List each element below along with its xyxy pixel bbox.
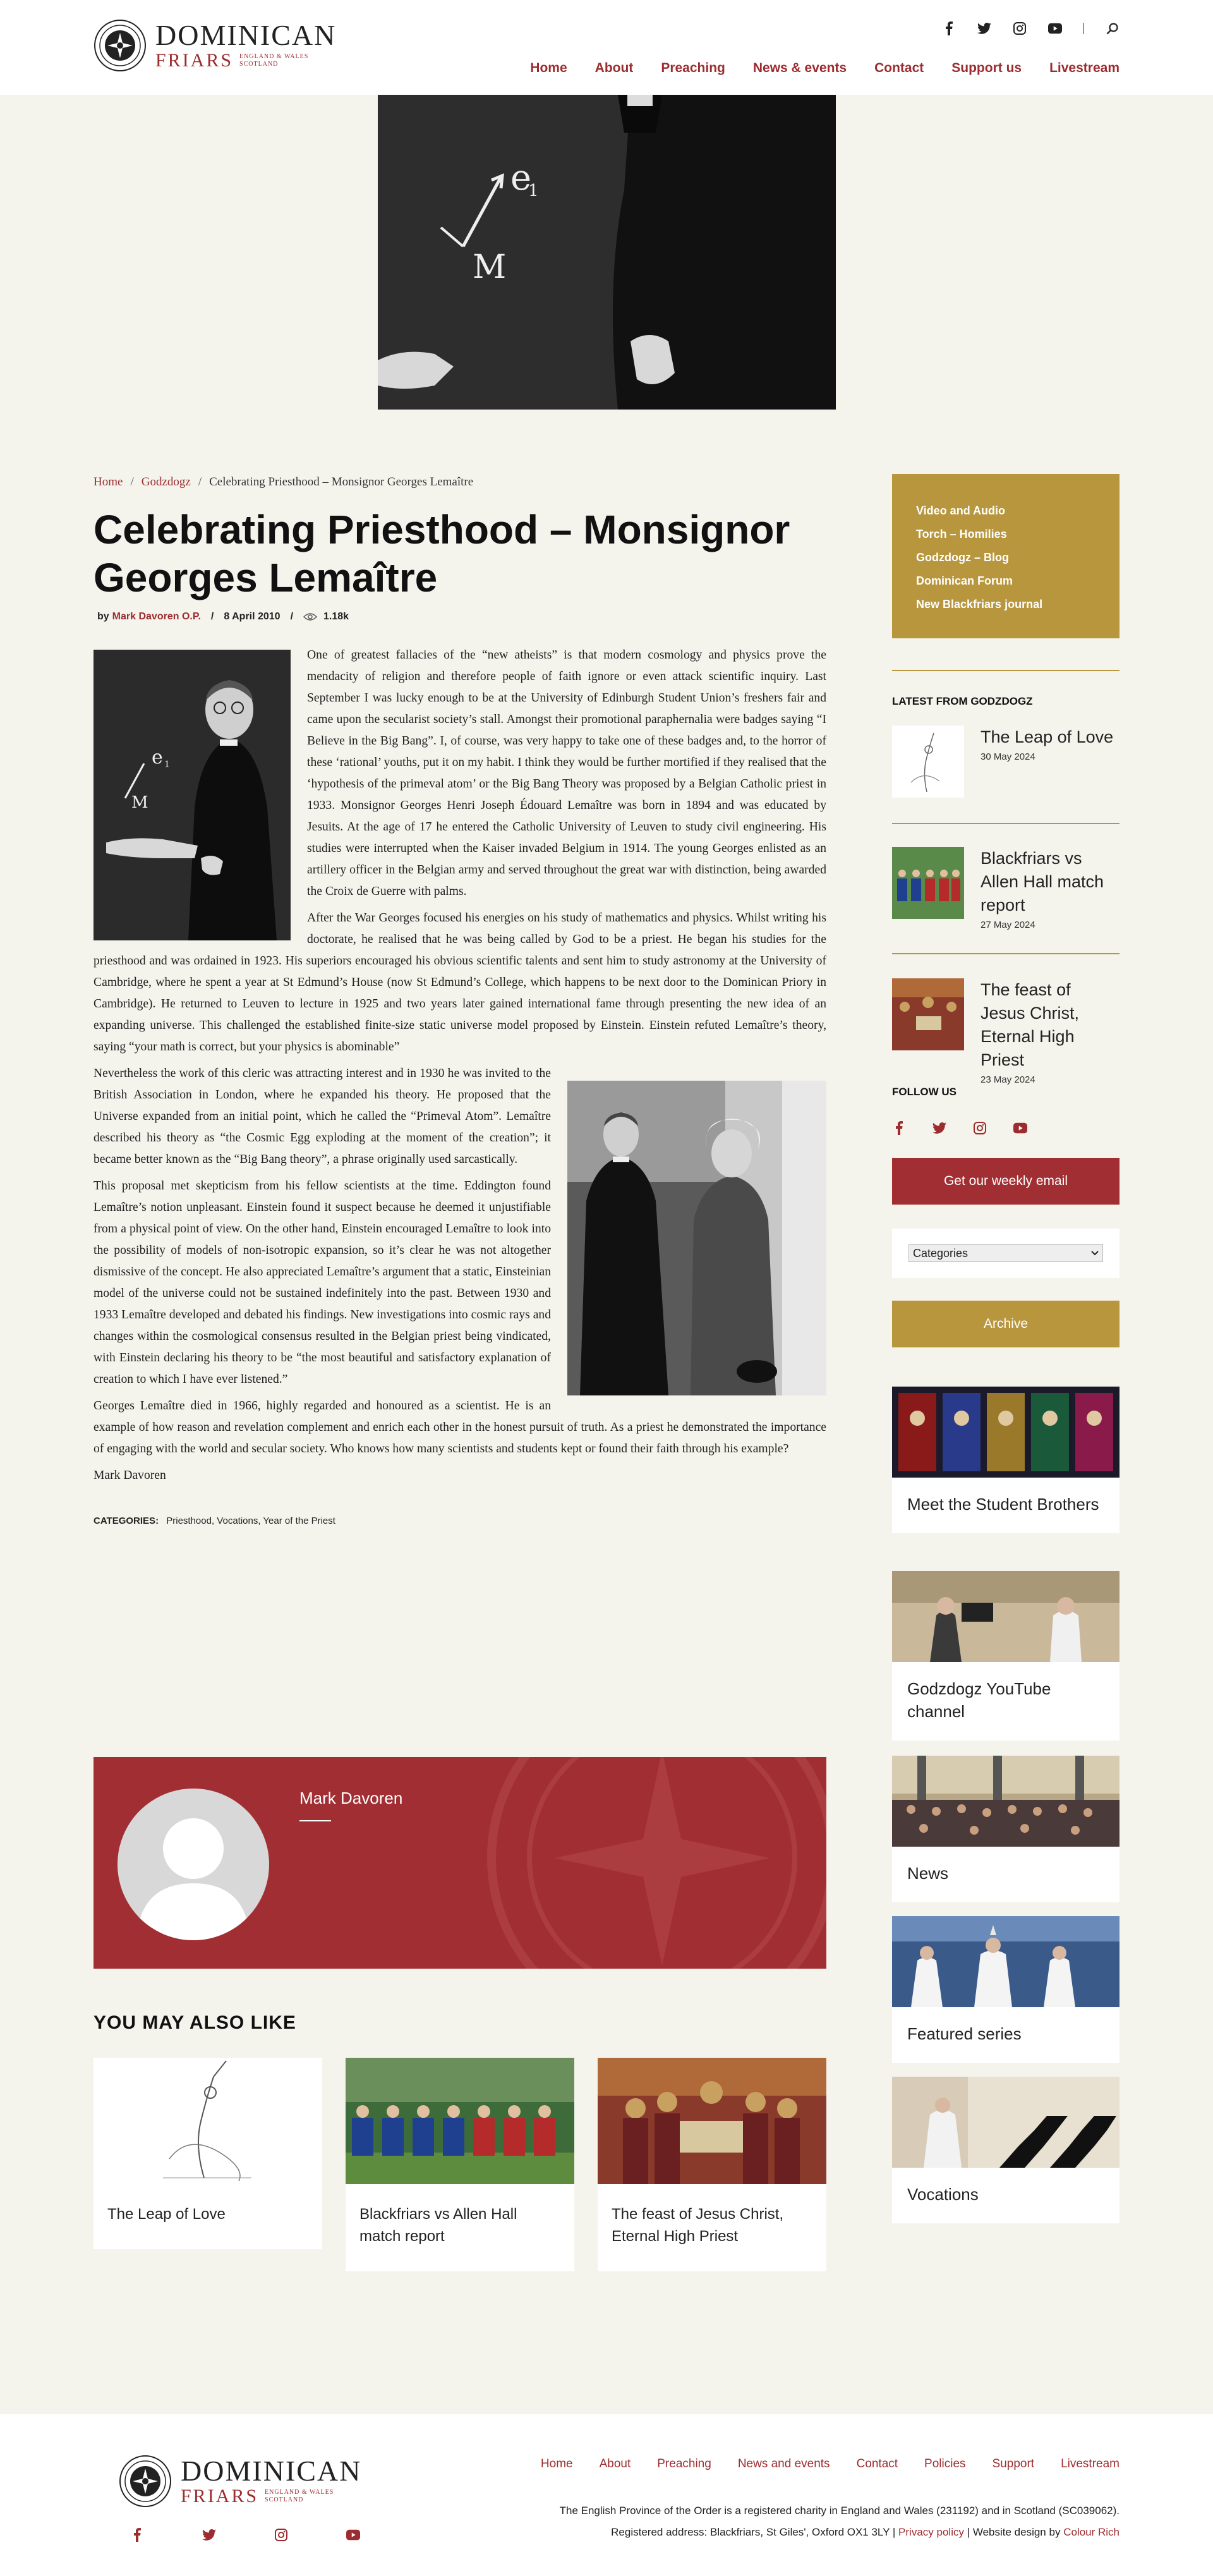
footer-logo-region-2: SCOTLAND	[265, 2496, 304, 2503]
logo-title: DOMINICAN	[155, 19, 337, 51]
header-social	[942, 21, 1119, 35]
breadcrumb-home[interactable]: Home	[94, 475, 123, 489]
chevron-down-icon	[1091, 1251, 1099, 1256]
related-title: The Leap of Love	[107, 2206, 226, 2223]
related-title: The feast of Jesus Christ, Eternal High Priest	[612, 2206, 784, 2245]
svg-text:e: e	[152, 746, 163, 769]
svg-text:1: 1	[164, 760, 170, 770]
related-card[interactable]	[598, 2058, 826, 2271]
promo-image-chapel-floor	[892, 2077, 1119, 2168]
related-image-leap-of-love	[94, 2058, 322, 2184]
promo-card[interactable]	[892, 1571, 1119, 1741]
logo-region-2: SCOTLAND	[239, 61, 279, 68]
author-divider	[299, 1820, 331, 1821]
footer-nav	[541, 2457, 1119, 2471]
facebook-icon[interactable]	[130, 2528, 144, 2542]
main-nav	[530, 61, 1119, 76]
latest-date: 23 May 2024	[981, 1074, 1035, 1085]
logo-subtitle: FRIARS	[155, 50, 234, 71]
latest-date: 27 May 2024	[981, 920, 1035, 930]
footer-nav-news-events[interactable]: News and events	[737, 2457, 830, 2470]
related-card[interactable]	[346, 2058, 574, 2271]
post-author-link[interactable]: Mark Davoren O.P.	[112, 611, 201, 622]
article-paragraph-4: This proposal met skepticism from his fellow scientists at the time. Eddington found Lemaître’s notion unpleasant. Einstein found it suspect because he deemed it unjustifiable from a physical point of view. On the other hand, Einstein encouraged Lemaître to look into the possibility of models of non-isotropic expansion, so it’s clear he was not altogether dismissive of the concept. He also appreciated Lemaître’s argument that a static, Einsteinian model of the universe could not be sustained indefinitely into the past. Between 1930 and 1933 Lemaître developed and debated his findings. New investigations into cosmic rays and changes within the cosmological consensus resulted in the Belgian priest being vindicated, with Einstein declaring his theory to be “the most beautiful and satisfactory explanation of creation to which I have ever listened.”	[94, 1179, 551, 1386]
latest-title: The feast of Jesus Christ, Eternal High Priest	[981, 980, 1080, 1069]
instagram-icon[interactable]	[973, 1121, 987, 1135]
post-by: by	[97, 611, 109, 622]
search-icon[interactable]	[1106, 21, 1119, 35]
twitter-icon[interactable]	[977, 21, 991, 35]
footer-nav-support[interactable]: Support	[992, 2457, 1035, 2470]
header-divider	[1083, 23, 1084, 34]
promo-card[interactable]	[892, 1387, 1119, 1533]
latest-thumb-leap-of-love	[892, 726, 964, 798]
promo-card[interactable]	[892, 1916, 1119, 2063]
categories-label: CATEGORIES:	[94, 1516, 159, 1526]
article-body	[94, 645, 826, 1532]
footer-nav-policies[interactable]: Policies	[924, 2457, 966, 2470]
category-link-vocations[interactable]: Vocations	[217, 1516, 258, 1526]
latest-title: The Leap of Love	[981, 727, 1114, 746]
archive-button[interactable]: Archive	[892, 1301, 1119, 1347]
nav-support-us[interactable]: Support us	[951, 61, 1022, 75]
youtube-icon[interactable]	[1013, 1121, 1027, 1135]
lemaitre-einstein-photo	[567, 1081, 826, 1395]
latest-item[interactable]	[892, 978, 1119, 1085]
nav-contact[interactable]: Contact	[874, 61, 924, 75]
promo-image-congregation	[892, 1756, 1119, 1847]
post-date: 8 April 2010	[224, 611, 281, 622]
sidebar-item-godzdogz[interactable]: Godzdogz – Blog	[916, 551, 1009, 564]
instagram-icon[interactable]	[274, 2528, 288, 2542]
article-paragraph-3: Nevertheless the work of this cleric was attracting interest and in 1930 he was invited to the British Association in London, where he expanded his theory. He proposed that the Universe expanded from an initial point, which he called the “Primeval Atom”. Lemaître described his theory as “the Cosmic Egg exploding at the moment of the creation”; it became better known as the “Big Bang theory”, a phrase originally used sarcastically.	[94, 1067, 551, 1166]
footer-nav-contact[interactable]: Contact	[856, 2457, 898, 2470]
newsletter-button[interactable]: Get our weekly email	[892, 1158, 1119, 1205]
article-signoff: Mark Davoren	[94, 1469, 166, 1482]
instagram-icon[interactable]	[1013, 21, 1027, 35]
footer-logo-region-1: ENGLAND & WALES	[265, 2489, 334, 2496]
sidebar-item-video-audio[interactable]: Video and Audio	[916, 504, 1006, 517]
article-paragraph-5: Georges Lemaître died in 1966, highly regarded and honoured as a scientist. He is an example of how reason and revelation complement and enrich each other in the honest pursuit of truth. As a priest he demonstrated the importance of engaging with the world and secular society. Who knows how many scientists and students kept or found their faith through his example?	[94, 1399, 826, 1455]
facebook-icon[interactable]	[892, 1121, 906, 1135]
categories-widget	[892, 1229, 1119, 1278]
related-image-feast-painting	[598, 2058, 826, 2184]
eye-icon	[303, 612, 317, 621]
sidebar-item-torch[interactable]: Torch – Homilies	[916, 528, 1007, 540]
sidebar-item-dominican-forum[interactable]: Dominican Forum	[916, 574, 1013, 587]
nav-about[interactable]: About	[594, 61, 634, 75]
footer-design-prefix: | Website design by	[967, 2526, 1061, 2538]
site-header	[0, 0, 1213, 95]
latest-heading: LATEST FROM GODZDOGZ	[892, 695, 1033, 707]
dominican-seal-icon	[119, 2455, 172, 2508]
dominican-seal-icon	[94, 19, 147, 72]
related-image-football-team	[346, 2058, 574, 2184]
post-views: 1.18k	[323, 611, 349, 622]
article-paragraph-1: One of greatest fallacies of the “new atheists” is that modern cosmology and physics prove the mendacity of religion and therefore people of faith ignore or even attack scientific inquiry. Last September I was lucky enough to be at the University of Edinburgh Student Union’s freshers fair and came upon the secularist society’s stall. Amongst their promotional paraphernalia were badges saying “I Believe in the Big Bang”. I, of course, was very happy to take one of these badges and, to the horror of these ‘rational’ youths, put it on my habit. I think they would be further mortified if they realised that the ‘hypothesis of the primeval atom’ or the Big Bang Theory was proposed by a Belgian Catholic priest in 1933. Monsignor Georges Henri Joseph Édouard Lemaître was born in 1894 and was educated by Jesuits. At the age of 17 he entered the Catholic University of Leuven to study civil engineering. His studies were interrupted when the Kaiser invaded Belgium in 1914. The young Georges enlisted as an artillery officer in the Belgian army and served throughout the great war with distinction, being awarded the Croix de Guerre with palms.	[307, 648, 826, 898]
logo-region-1: ENGLAND & WALES	[239, 53, 309, 60]
promo-card[interactable]	[892, 1756, 1119, 1902]
footer-social	[130, 2528, 360, 2542]
nav-news-events[interactable]: News & events	[752, 61, 847, 75]
related-title: Blackfriars vs Allen Hall match report	[359, 2206, 517, 2245]
footer-logo[interactable]	[119, 2455, 361, 2508]
promo-image-stained-glass	[892, 1387, 1119, 1478]
twitter-icon[interactable]	[932, 1121, 946, 1135]
latest-thumb-football	[892, 847, 964, 919]
promo-title: Godzdogz YouTube channel	[907, 1679, 1051, 1721]
avatar[interactable]	[118, 1789, 269, 1940]
footer-charity: The English Province of the Order is a registered charity in England and Wales (231192) and in Scotland (SC039062).	[559, 2505, 1119, 2517]
youtube-icon[interactable]	[1048, 21, 1062, 35]
site-logo[interactable]	[94, 19, 336, 72]
svg-text:M: M	[473, 248, 507, 286]
site-footer	[0, 2414, 1213, 2576]
related-heading: YOU MAY ALSO LIKE	[94, 2012, 296, 2033]
post-meta: by Mark Davoren O.P. / 8 April 2010 / 1.18k	[97, 611, 349, 622]
categories-select-value: Categories	[913, 1246, 969, 1260]
designer-link[interactable]: Colour Rich	[1063, 2526, 1119, 2538]
nav-home[interactable]: Home	[530, 61, 567, 75]
breadcrumb-current: Celebrating Priesthood – Monsignor Georges Lemaître	[209, 475, 474, 489]
sidebar-divider	[892, 823, 1119, 824]
breadcrumb-section[interactable]: Godzdogz	[141, 475, 191, 489]
footer-nav-livestream[interactable]: Livestream	[1061, 2457, 1119, 2470]
related-card[interactable]	[94, 2058, 322, 2249]
post-categories: CATEGORIES: Priesthood, Vocations, Year of the Priest	[94, 1516, 335, 1526]
nav-preaching[interactable]: Preaching	[661, 61, 725, 75]
svg-text:M: M	[131, 793, 148, 812]
footer-legal	[560, 2500, 1119, 2543]
page-title: Celebrating Priesthood – Monsignor Georges Lemaître	[94, 507, 790, 600]
sidebar-divider	[892, 670, 1119, 671]
lemaitre-chalkboard-photo	[94, 650, 291, 940]
footer-nav-home[interactable]: Home	[540, 2457, 573, 2470]
nav-livestream[interactable]: Livestream	[1049, 61, 1119, 75]
promo-title: Vocations	[907, 2185, 979, 2204]
twitter-icon[interactable]	[202, 2528, 216, 2542]
categories-select[interactable]	[908, 1244, 1103, 1262]
seal-watermark	[485, 1757, 826, 1969]
footer-nav-preaching[interactable]: Preaching	[657, 2457, 711, 2470]
latest-title: Blackfriars vs Allen Hall match report	[981, 849, 1104, 914]
category-link-year-of-the-priest[interactable]: Year of the Priest	[263, 1516, 335, 1526]
sidebar-social	[892, 1121, 1027, 1135]
hero-image	[378, 95, 836, 410]
category-link-priesthood[interactable]: Priesthood	[166, 1516, 212, 1526]
footer-logo-title: DOMINICAN	[181, 2455, 362, 2487]
promo-title: Featured series	[907, 2024, 1022, 2043]
sidebar-item-new-blackfriars[interactable]: New Blackfriars journal	[916, 598, 1043, 611]
promo-image-procession	[892, 1916, 1119, 2007]
privacy-policy-link[interactable]: Privacy policy	[898, 2526, 964, 2538]
follow-heading: FOLLOW US	[892, 1086, 957, 1098]
sidebar-menu	[892, 474, 1119, 638]
sidebar-divider	[892, 953, 1119, 954]
footer-logo-subtitle: FRIARS	[181, 2486, 259, 2506]
latest-item[interactable]	[892, 726, 1119, 798]
promo-title: News	[907, 1864, 949, 1883]
footer-nav-about[interactable]: About	[599, 2457, 631, 2470]
facebook-icon[interactable]	[942, 21, 956, 35]
youtube-icon[interactable]	[346, 2528, 360, 2542]
latest-thumb-feast	[892, 978, 964, 1050]
breadcrumb: Home / Godzdogz / Celebrating Priesthood – Monsignor Georges Lemaître	[94, 475, 474, 489]
promo-image-film-crew	[892, 1571, 1119, 1662]
latest-date: 30 May 2024	[981, 751, 1035, 762]
promo-card[interactable]	[892, 2077, 1119, 2223]
author-name[interactable]: Mark Davoren	[299, 1789, 403, 1807]
latest-item[interactable]	[892, 847, 1119, 930]
svg-text:e: e	[510, 157, 532, 198]
footer-address: Registered address: Blackfriars, St Giles', Oxford OX1 3LY |	[611, 2526, 896, 2538]
author-box	[94, 1757, 826, 1969]
article-paragraph-2: After the War Georges focused his energies on his study of mathematics and physics. Whilst writing his doctorate, he realised that he was being called by God to be a priest. He began his studies for the priesthood and was ordained in 1923. His superiors encouraged his obvious scientific talents and sent him to study astronomy at the University of Cambridge, where he spent a year at St Edmund’s House (now St Edmund’s College, which happens to be next door to the Dominican Priory in Cambridge). He returned to Leuven to lecture in 1925 and two years later gained international fame through presenting the new idea of an expanding universe. This challenged the established finite-size static universe model proposed by Einstein. Einstein refuted Lemaître’s theory, saying “your math is correct, but your physics is abominable”	[94, 911, 826, 1054]
promo-title: Meet the Student Brothers	[907, 1495, 1099, 1514]
svg-text:1: 1	[528, 181, 539, 200]
